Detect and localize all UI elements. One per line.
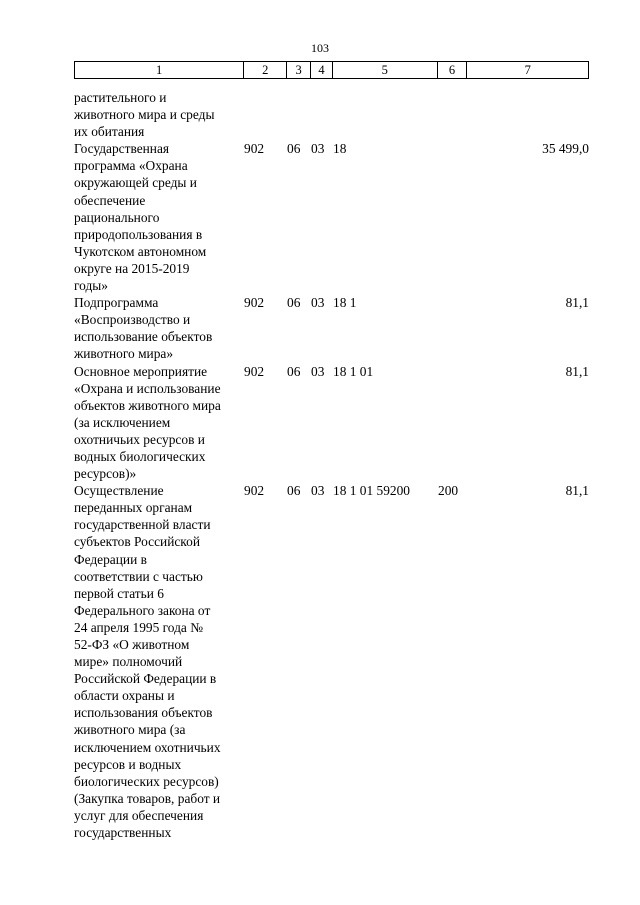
row-amount [468, 89, 589, 140]
row-target: 18 1 01 59200 [333, 483, 410, 499]
row-amount: 81,1 [565, 295, 589, 311]
header-col-5: 5 [333, 62, 438, 78]
row-amount: 81,1 [565, 483, 589, 499]
row-section: 06 [287, 483, 301, 499]
table-row [74, 363, 589, 483]
row-expense-type [438, 140, 468, 294]
header-col-6: 6 [438, 62, 468, 78]
row-amount: 35 499,0 [542, 141, 589, 157]
row-name: растительного и животного мира и среды их обитания [74, 90, 215, 140]
header-col-4: 4 [311, 62, 333, 78]
row-code: 902 [244, 483, 265, 499]
row-subsection: 03 [311, 483, 325, 499]
row-expense-type: 200 [438, 483, 459, 499]
row-name: Государственная программа «Охрана окружающей среды и обеспечение рационального природопользования в Чукотском автономном округе на 2015-2019 годы» [74, 141, 207, 294]
row-name: Основное мероприятие «Охрана и использование объектов животного мира (за исключением охотничьих ресурсов и водных биологических ресурсов)» [74, 363, 221, 482]
row-target: 18 1 [333, 295, 357, 311]
header-col-1: 1 [75, 62, 244, 78]
page-number: 103 [311, 41, 329, 55]
row-section: 06 [287, 363, 301, 379]
table-row [74, 294, 589, 362]
table-header [74, 61, 589, 79]
header-col-3: 3 [287, 62, 311, 78]
row-expense-type [438, 89, 468, 140]
header-col-7: 7 [524, 63, 531, 77]
row-subsection [311, 89, 333, 140]
row-section: 06 [287, 295, 301, 311]
row-section [287, 89, 311, 140]
row-code: 902 [244, 363, 265, 379]
table-row [74, 89, 589, 140]
row-section: 06 [287, 141, 301, 157]
row-subsection: 03 [311, 295, 325, 311]
row-subsection: 03 [311, 363, 325, 379]
row-target [333, 89, 438, 140]
row-code: 902 [244, 295, 265, 311]
row-target: 18 [333, 141, 347, 157]
row-expense-type [438, 294, 468, 362]
row-name: Подпрограмма «Воспроизводство и использование объектов животного мира» [74, 295, 213, 362]
row-code: 902 [244, 141, 265, 157]
row-name: Осуществление переданных органам государственной власти субъектов Российской Федерации в соответствии с частью первой статьи 6 Федерального закона от 24 апреля 1995 года № 52-ФЗ «О животном мире» полномочий Российской Федерации в области охраны и использования объектов животного мира (за исключением охотничьих ресурсов и водных биологических ресурсов) (Закупка товаров, работ и услуг для обеспечения государственных [74, 483, 221, 841]
table-body [74, 89, 589, 841]
header-col-2: 2 [244, 62, 287, 78]
row-subsection: 03 [311, 141, 325, 157]
table-row [74, 140, 589, 294]
row-amount: 81,1 [565, 363, 589, 379]
row-expense-type [438, 363, 468, 483]
row-target: 18 1 01 [333, 363, 374, 379]
table-row [74, 482, 589, 841]
row-code [244, 89, 287, 140]
